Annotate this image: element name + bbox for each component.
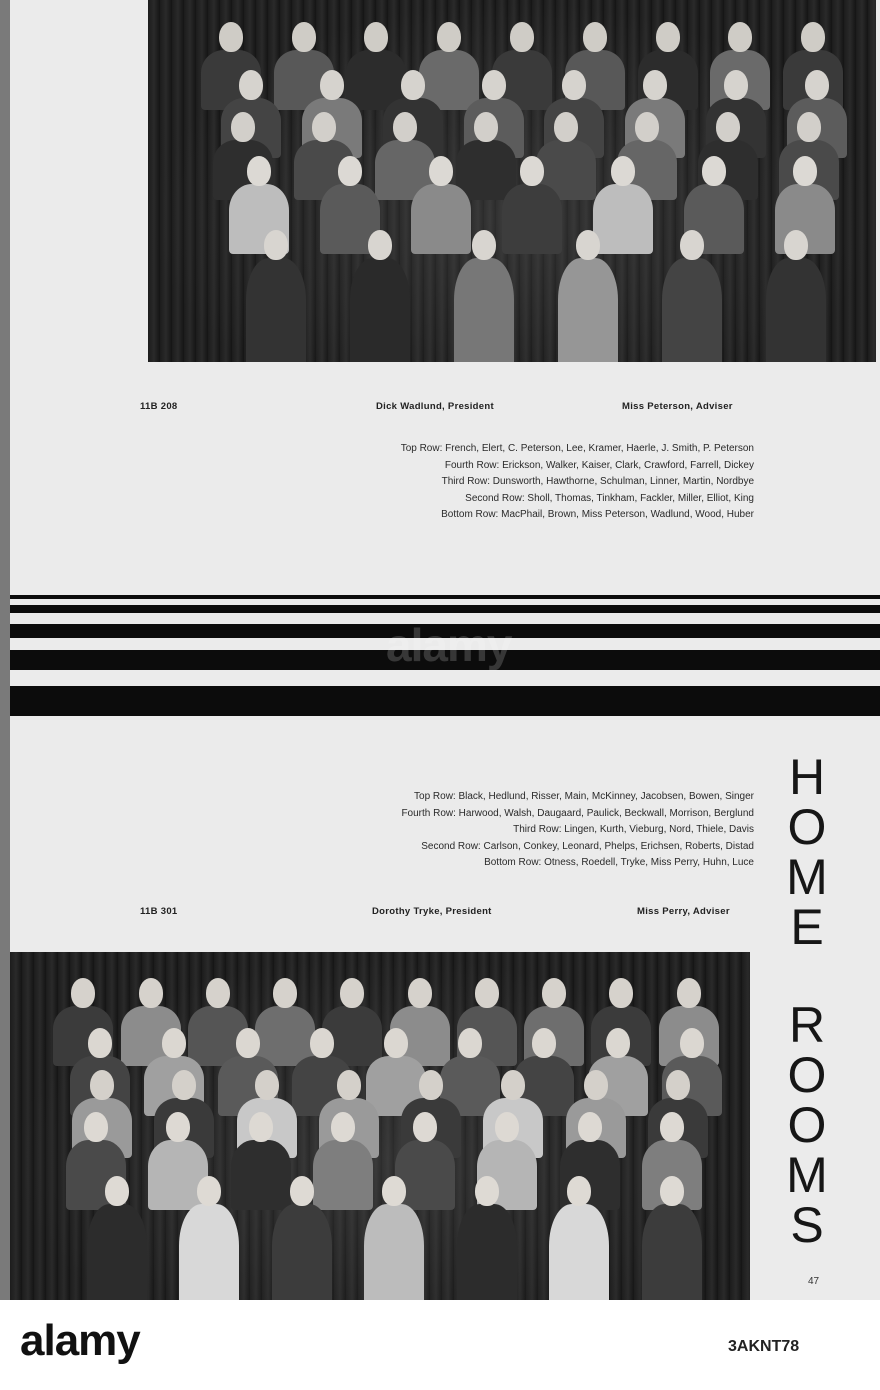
title-letter: O: [787, 1047, 827, 1103]
name-row: Top Row: Black, Hedlund, Risser, Main, McKinney, Jacobsen, Bowen, Singer: [414, 791, 754, 802]
page-number: 47: [808, 1276, 820, 1287]
name-row: Second Row: Carlson, Conkey, Leonard, Phelps, Erichsen, Roberts, Distad: [421, 840, 754, 852]
divider-stripe: [10, 605, 880, 613]
name-row: Second Row: Sholl, Thomas, Tinkham, Fackler, Miller, Elliot, King: [465, 492, 754, 504]
group-photo-boys: [148, 0, 876, 362]
president-top: Dick Wadlund, President: [376, 401, 494, 412]
group-photo-girls: [10, 952, 750, 1300]
president-bottom: Dorothy Tryke, President: [372, 906, 492, 917]
name-row: Third Row: Dunsworth, Hawthorne, Schulman, Linner, Martin, Nordbye: [441, 476, 754, 488]
name-list-top: [401, 441, 754, 524]
title-letter: M: [786, 1147, 828, 1203]
divider-stripe: [10, 686, 880, 716]
title-letter: O: [787, 1097, 827, 1153]
name-row: Fourth Row: Erickson, Walker, Kaiser, Clark, Crawford, Farrell, Dickey: [444, 459, 754, 471]
title-home: [782, 749, 832, 955]
name-row: Top Row: French, Elert, C. Peterson, Lee, Kramer, Haerle, J. Smith, P. Peterson: [400, 443, 754, 454]
watermark-overlay: alamy: [386, 619, 512, 671]
title-letter: S: [790, 1197, 824, 1253]
name-list-bottom: [401, 789, 754, 872]
name-row: Fourth Row: Harwood, Walsh, Daugaard, Paulick, Beckwall, Morrison, Berglund: [401, 807, 754, 819]
room-number-top: 11B 208: [140, 401, 178, 412]
name-row: Third Row: Lingen, Kurth, Vieburg, Nord, Thiele, Davis: [513, 824, 754, 836]
title-letter: H: [788, 749, 826, 805]
name-row: Bottom Row: MacPhail, Brown, Miss Peterson, Wadlund, Wood, Huber: [441, 509, 754, 521]
name-row: Bottom Row: Otness, Roedell, Tryke, Miss Perry, Huhn, Luce: [484, 857, 754, 869]
adviser-top: Miss Peterson, Adviser: [622, 401, 733, 412]
title-rooms: [782, 997, 832, 1253]
divider-stripe: [10, 595, 880, 599]
image-id: 3AKNT78: [728, 1338, 800, 1355]
room-number-bottom: 11B 301: [140, 906, 178, 917]
watermark-logo: alamy: [20, 1316, 140, 1365]
title-letter: O: [787, 799, 827, 855]
title-letter: M: [786, 849, 828, 905]
title-letter: R: [788, 997, 826, 1053]
page-edge: [0, 0, 10, 1300]
title-letter: E: [790, 899, 824, 955]
adviser-bottom: Miss Perry, Adviser: [637, 906, 730, 917]
